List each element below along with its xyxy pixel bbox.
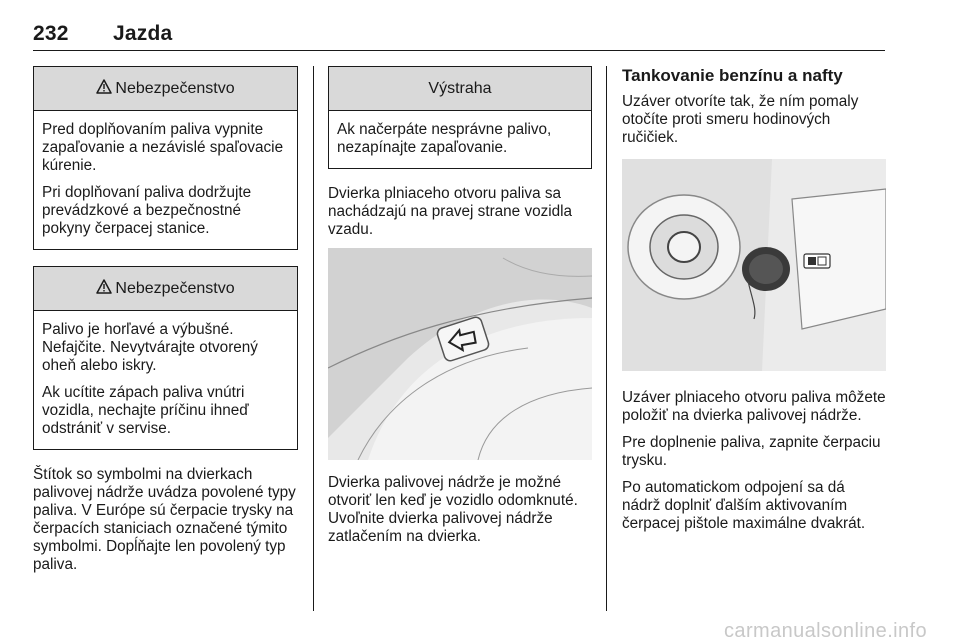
header-rule (33, 50, 885, 51)
column-3 (622, 66, 886, 542)
danger-box-1-text-1: Pred doplňovaním paliva vypnite zapaľovanie a nezávislé spaľovacie kúrenie. (42, 121, 284, 174)
cap-placement-paragraph: Uzáver plniaceho otvoru paliva môžete položiť na dvierka palivovej nádrže. (622, 389, 886, 424)
caution-box-title: Výstraha (428, 79, 492, 97)
page-header (33, 22, 173, 46)
section-title: Jazda (113, 22, 173, 45)
page-number: 232 (33, 22, 69, 45)
caution-box-header (329, 67, 591, 111)
danger-box-2 (33, 266, 298, 450)
nozzle-paragraph: Pre doplnenie paliva, zapnite čerpaciu trysku. (622, 434, 881, 469)
watermark: carmanualsonline.info (724, 620, 927, 642)
column-divider-1 (313, 66, 314, 611)
danger-box-1-text-2: Pri doplňovaní paliva dodržujte prevádzkové a bezpečnostné pokyny čerpacej stanice. (42, 184, 252, 237)
danger-box-1-header (34, 67, 297, 111)
cap-opening-paragraph: Uzáver otvoríte tak, že ním pomaly otočíte proti smeru hodinových ručičiek. (622, 93, 859, 146)
column-2 (328, 66, 592, 555)
danger-box-2-text-2: Ak ucítite zápach paliva vnútri vozidla, nechajte príčinu ihneď odstrániť v servise. (42, 384, 249, 437)
auto-shutoff-paragraph: Po automatickom odpojení sa dá nádrž doplniť ďalším aktivovaním čerpacej pištole maximálne dvakrát. (622, 479, 866, 532)
danger-box-2-text-1: Palivo je horľavé a výbušné. Nefajčite. Nevytvárajte otvorený oheň alebo iskry. (42, 321, 258, 374)
section-heading: Tankovanie benzínu a nafty (622, 66, 843, 85)
column-divider-2 (606, 66, 607, 611)
fuel-label-paragraph: Štítok so symbolmi na dvierkach palivovej nádrže uvádza povolené typy paliva. V Európe sú čerpacie trysky na čerpacích staniciach označené týmito symbolmi. Dopĺňajte len povolený typ paliva. (33, 466, 296, 573)
warning-triangle-icon (96, 79, 112, 98)
danger-box-2-title: Nebezpečenstvo (115, 279, 235, 297)
fuel-cap-illustration (622, 159, 886, 371)
fuel-door-open-paragraph: Dvierka palivovej nádrže je možné otvoriť len keď je vozidlo odomknuté. Uvoľnite dvierka palivovej nádrže zatlačením na dvierka. (328, 474, 578, 545)
danger-box-1 (33, 66, 298, 250)
fuel-door-location-paragraph: Dvierka plniaceho otvoru paliva sa nachádzajú na pravej strane vozidla vzadu. (328, 185, 573, 238)
caution-box (328, 66, 592, 169)
column-1 (33, 66, 298, 583)
caution-box-text: Ak načerpáte nesprávne palivo, nezapínajte zapaľovanie. (337, 121, 552, 156)
car-fuel-door-illustration (328, 248, 592, 460)
danger-box-1-title: Nebezpečenstvo (115, 79, 235, 97)
danger-box-2-header (34, 267, 297, 311)
warning-triangle-icon (96, 279, 112, 298)
